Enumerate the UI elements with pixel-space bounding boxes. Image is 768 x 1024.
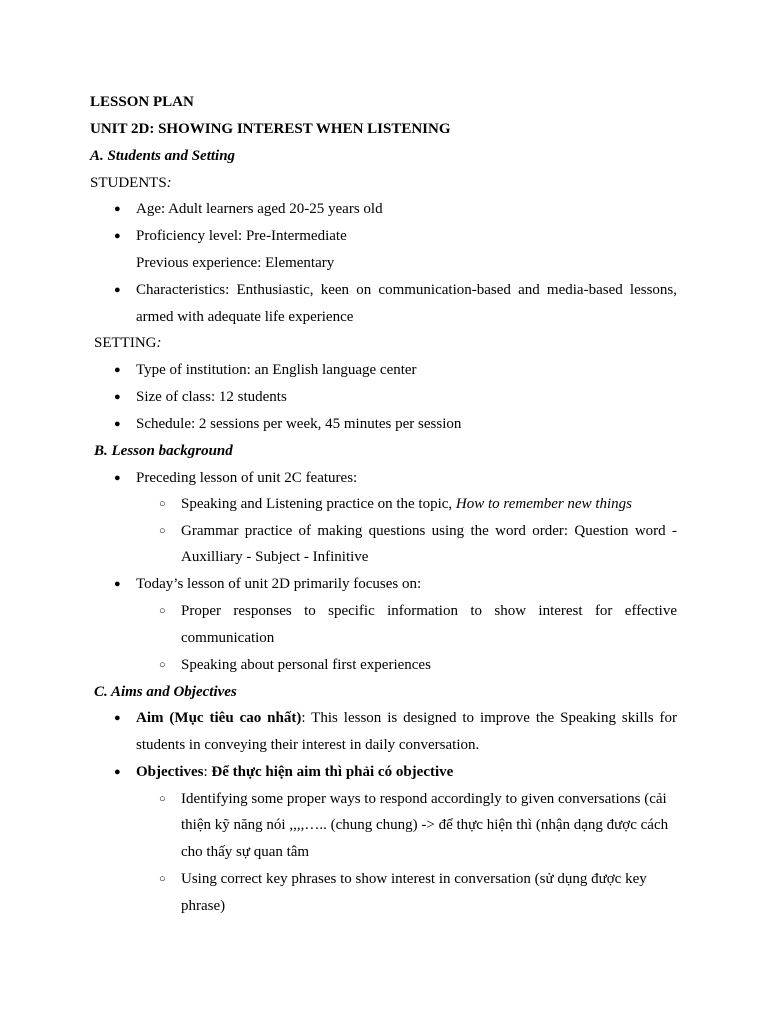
today-item: Today’s lesson of unit 2D primarily focuses on:: [136, 576, 422, 592]
speaking-practice-item: Speaking and Listening practice on the topic, How to remember new things: [181, 496, 633, 512]
students-label: STUDENTS:: [90, 175, 172, 191]
bullet-icon: ●: [114, 766, 121, 778]
aim-line-2: students in conveying their interest in daily conversation.: [136, 737, 480, 753]
section-a-heading: A. Students and Setting: [90, 148, 236, 164]
circle-bullet-icon: ○: [159, 525, 166, 537]
circle-bullet-icon: ○: [159, 659, 166, 671]
bullet-icon: ●: [114, 284, 121, 296]
age-item: Age: Adult learners aged 20-25 years old: [136, 201, 383, 217]
speaking-personal-item: Speaking about personal first experiences: [181, 657, 431, 673]
characteristics-line-2: armed with adequate life experience: [136, 309, 354, 325]
bullet-icon: ●: [114, 418, 121, 430]
doc-title: LESSON PLAN: [90, 94, 194, 110]
objective-1-line-3: cho thấy sự quan tâm: [181, 844, 310, 860]
section-c-heading: C. Aims and Objectives: [94, 684, 237, 700]
responses-line-1: Proper responses to specific information to show interest for effective: [181, 603, 677, 619]
circle-bullet-icon: ○: [159, 793, 166, 805]
grammar-line-1: Grammar practice of making questions using the word order: Question word -: [181, 523, 677, 539]
objectives-item: Objectives: Để thực hiện aim thì phải có objective: [136, 764, 454, 780]
bullet-icon: ●: [114, 712, 121, 724]
preceding-item: Preceding lesson of unit 2C features:: [136, 470, 358, 486]
proficiency-item: Proficiency level: Pre-Intermediate: [136, 228, 347, 244]
characteristics-line-1: Characteristics: Enthusiastic, keen on communication-based and media-based lessons,: [136, 282, 677, 298]
objective-1-line-1: Identifying some proper ways to respond accordingly to given conversations (cải: [181, 791, 667, 807]
circle-bullet-icon: ○: [159, 605, 166, 617]
objective-1-line-2: thiện kỹ năng nói ,,,,….. (chung chung) -> để thực hiện thì (nhận dạng được cách: [181, 817, 669, 833]
responses-line-2: communication: [181, 630, 275, 646]
bullet-icon: ●: [114, 203, 121, 215]
setting-label: SETTING:: [94, 335, 162, 351]
section-b-heading: B. Lesson background: [94, 443, 233, 459]
circle-bullet-icon: ○: [159, 498, 166, 510]
objective-2-line-1: Using correct key phrases to show interest in conversation (sử dụng được key: [181, 871, 647, 887]
bullet-icon: ●: [114, 578, 121, 590]
class-size-item: Size of class: 12 students: [136, 389, 287, 405]
objective-2-line-2: phrase): [181, 898, 226, 914]
previous-experience: Previous experience: Elementary: [136, 255, 335, 271]
bullet-icon: ●: [114, 391, 121, 403]
bullet-icon: ●: [114, 230, 121, 242]
institution-item: Type of institution: an English language center: [136, 362, 417, 378]
circle-bullet-icon: ○: [159, 873, 166, 885]
bullet-icon: ●: [114, 364, 121, 376]
bullet-icon: ●: [114, 472, 121, 484]
unit-heading: UNIT 2D: SHOWING INTEREST WHEN LISTENING: [90, 121, 451, 137]
grammar-line-2: Auxilliary - Subject - Infinitive: [181, 549, 369, 565]
aim-line-1: Aim (Mục tiêu cao nhất): This lesson is designed to improve the Speaking skills for: [136, 710, 677, 726]
schedule-item: Schedule: 2 sessions per week, 45 minutes per session: [136, 416, 462, 432]
